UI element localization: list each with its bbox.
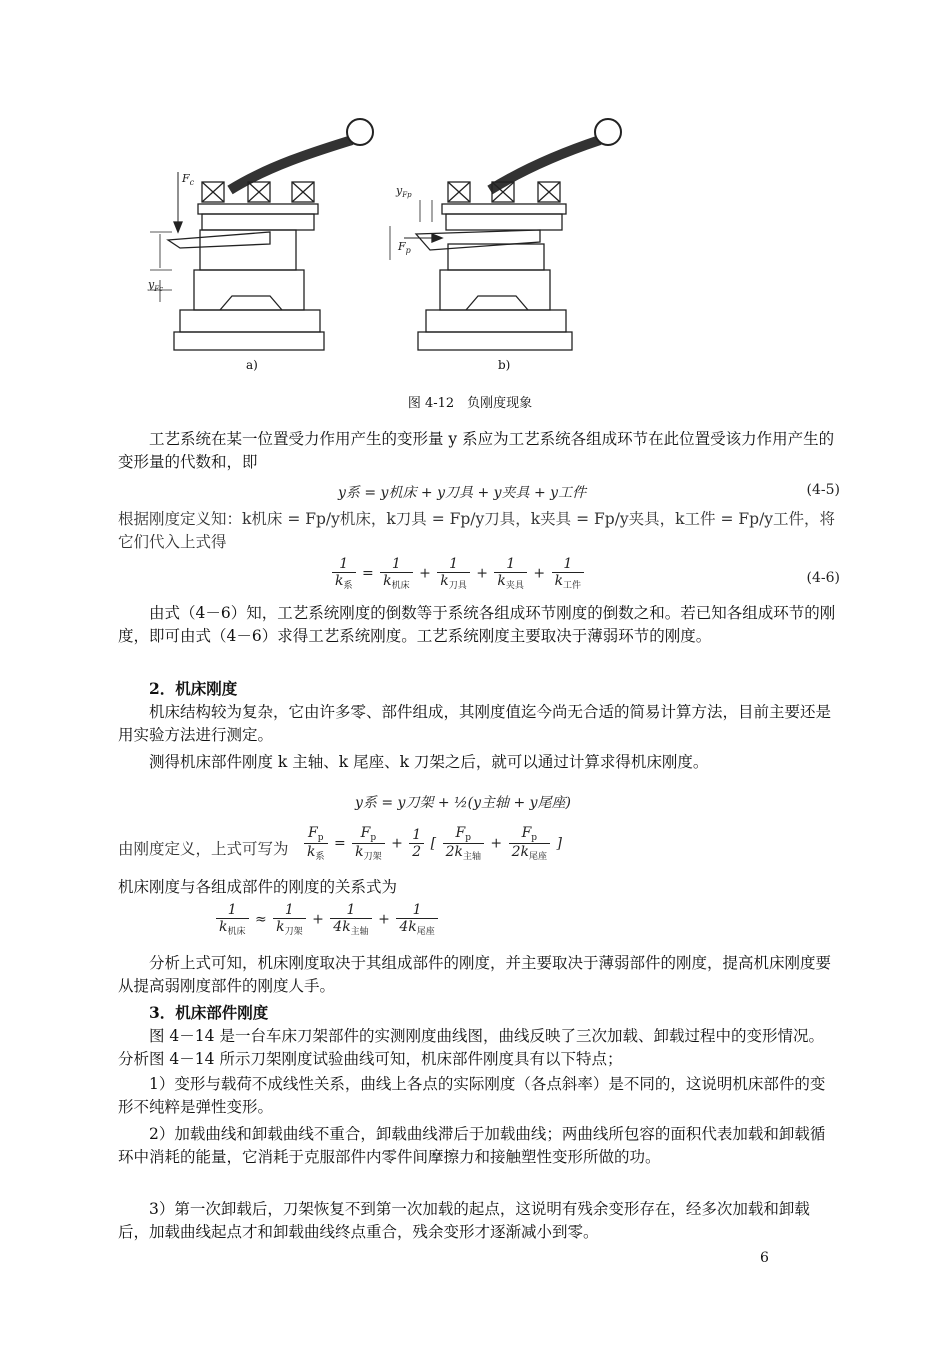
paragraph-11: 2）加载曲线和卸载曲线不重合，卸载曲线滞后于加载曲线；两曲线所包容的面积代表加载和卸载循环中消耗的能量，它消耗于克服部件内零件间摩擦力和接触塑性变形所做的功。 — [118, 1125, 826, 1166]
heading-component-stiffness: 3．机床部件刚度 — [149, 1003, 269, 1022]
figure-negative-stiffness — [120, 110, 820, 420]
paragraph-8: 分析上式可知，机床刚度取决于其组成部件的刚度，并主要取决于薄弱部件的刚度，提高机床刚度要从提高弱刚度部件的刚度人手。 — [118, 954, 832, 995]
paragraph-3: 由式（4－6）知，工艺系统刚度的倒数等于系统各组成环节刚度的倒数之和。若已知各组成环节的刚度，即可由式（4－6）求得工艺系统刚度。工艺系统刚度主要取决于薄弱环节的刚度。 — [118, 604, 836, 645]
equation-4-6-number: (4-6) — [806, 570, 840, 586]
equation-machine-stiffness: $\frac{1}{k_{机床}}$ ≈ $\frac{1}{k_{刀架}}$ + $\frac{1}{4k_{主轴}}$ + $\frac{1}{4k_{尾座}}$ — [214, 902, 440, 937]
equation-4-5: y系 = y机床 + y刀具 + y夹具 + y工件 — [338, 485, 587, 501]
tool-post-diagram — [120, 110, 820, 390]
fc-label: $F_c$ — [182, 172, 195, 187]
figure-label-a: a) — [246, 358, 258, 372]
figure-label-b: b) — [498, 358, 511, 372]
yfc-label: $y_{Fc}$ — [148, 278, 163, 293]
equation-stiffness-def: $\frac{F_p}{k_系}$ = $\frac{F_p}{k_{刀架}}$ + $\frac{1}{2}$ [ $\frac{F_p}{2k_{主轴}}$ + $\frac{F_p}{2k_{尾座}}$ ] — [302, 825, 562, 862]
fp-label: $F_p$ — [398, 240, 411, 255]
equation-4-5-number: (4-5) — [806, 482, 840, 498]
paragraph-1: 工艺系统在某一位置受力作用产生的变形量 y 系应为工艺系统各组成环节在此位置受该力作用产生的变形量的代数和，即 — [118, 430, 835, 471]
paragraph-2: 根据刚度定义知：k机床 = Fp/y机床，k刀具 = Fp/y刀具，k夹具 = Fp/y夹具，k工件 = Fp/y工件，将它们代入上式得 — [118, 510, 836, 551]
page-number: 6 — [760, 1250, 769, 1266]
equation-y-system: y系 = y刀架 + ½(y主轴 + y尾座) — [355, 795, 572, 811]
paragraph-6: 由刚度定义，上式可写为 — [118, 840, 289, 858]
equation-4-6: $\frac{1}{k_系}$ = $\frac{1}{k_{机床}}$ + $\frac{1}{k_{刀具}}$ + $\frac{1}{k_{夹具}}$ + $\frac{1}{k_{工件}}$ — [330, 556, 586, 591]
heading-machine-stiffness: 2．机床刚度 — [149, 679, 238, 698]
figure-title: 图 4-12 负刚度现象 — [407, 396, 533, 411]
paragraph-5: 测得机床部件刚度 k 主轴、k 尾座、k 刀架之后，就可以通过计算求得机床刚度。 — [149, 753, 709, 771]
paragraph-10: 1）变形与载荷不成线性关系，曲线上各点的实际刚度（各点斜率）是不同的，这说明机床部件的变形不纯粹是弹性变形。 — [118, 1075, 826, 1116]
paragraph-12: 3）第一次卸载后，刀架恢复不到第一次加载的起点，这说明有残余变形存在，经多次加载和卸载后，加载曲线起点才和卸载曲线终点重合，残余变形才逐渐减小到零。 — [118, 1200, 810, 1241]
paragraph-7: 机床刚度与各组成部件的刚度的关系式为 — [118, 878, 398, 896]
paragraph-4: 机床结构较为复杂，它由许多零、部件组成，其刚度值迄今尚无合适的简易计算方法，目前主要还是用实验方法进行测定。 — [118, 703, 832, 744]
paragraph-9: 图 4－14 是一台车床刀架部件的实测刚度曲线图，曲线反映了三次加载、卸载过程中的变形情况。分析图 4－14 所示刀架刚度试验曲线可知，机床部件刚度具有以下特点； — [118, 1027, 824, 1068]
yfp-label: $y_{Fp}$ — [396, 184, 412, 199]
